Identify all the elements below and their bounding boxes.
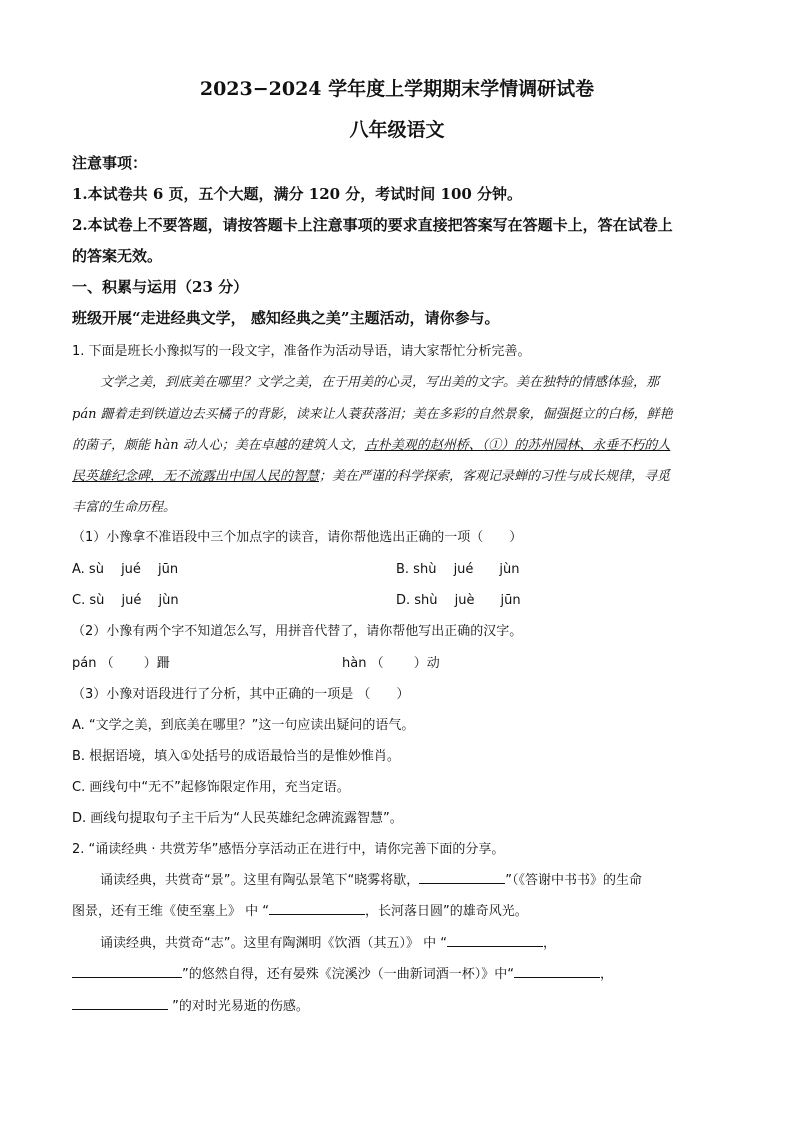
- q2-line-5: [72, 995, 722, 1014]
- q2-line-3-text-a: 诵读经典，共赏奇“志”。这里有陶渊明《饮酒（其五）》 中 “: [100, 936, 447, 951]
- q2-line-2: [72, 900, 722, 919]
- q1-sub3-prompt: （3）小豫对语段进行了分析，其中正确的一项是 （ ）: [72, 687, 410, 702]
- q1-prompt: 1. 下面是班长小豫拟写的一段文字，准备作为活动导语，请大家帮忙分析完善。: [72, 344, 531, 359]
- passage-line-3-text: 的菌子，颇能 hàn 动人心；美在卓越的建筑人文，: [72, 438, 365, 453]
- q2-line-1-text-b: ”（《答谢中书书》的生命: [505, 873, 642, 888]
- q2-prompt: 2. “诵读经典 · 共赏芳华”感悟分享活动正在进行中，请你完善下面的分享。: [72, 842, 505, 857]
- q2-line-3-text-b: ，: [542, 936, 556, 951]
- q1-sub1-prompt: （1）小豫拿不准语段中三个加点字的读音，请你帮他选出正确的一项（ ）: [72, 530, 523, 545]
- passage-line-5: 丰富的生命历程。: [72, 500, 177, 515]
- q1-sub1-option-c: C. sù jué jùn: [72, 593, 179, 608]
- answer-blank-2[interactable]: [269, 900, 365, 915]
- q1-sub1-option-a: A. sù jué jūn: [72, 562, 179, 577]
- q2-line-4-text-a: ”的悠然自得，还有晏殊《浣溪沙（一曲新词酒一杯）》中“: [182, 967, 514, 982]
- answer-blank-4[interactable]: [72, 963, 182, 978]
- q1-sub3-option-c: C. 画线句中“无不”起修饰限定作用，充当定语。: [72, 780, 350, 795]
- q2-line-2-text-a: 图景，还有王维《使至塞上》 中 “: [72, 904, 269, 919]
- section-1-heading: 一、积累与运用（23 分）: [72, 278, 249, 296]
- notes-heading: 注意事项：: [72, 154, 148, 172]
- passage-underline-1: 古朴美观的赵州桥、（①）的苏州园林、永垂不朽的人: [364, 438, 671, 453]
- passage-underline-2: 民英雄纪念碑，无不流露出中国人民的智慧: [72, 469, 320, 484]
- notes-item-1: 1.本试卷共 6 页，五个大题，满分 120 分，考试时间 100 分钟。: [72, 185, 523, 203]
- answer-blank-1[interactable]: [419, 869, 505, 884]
- q1-sub1-option-b: B. shù jué jùn: [396, 562, 520, 577]
- q1-sub3-option-a: A. “文学之美，到底美在哪里？”这一句应读出疑问的语气。: [72, 718, 415, 733]
- q2-line-2-text-b: ，长河落日圆”的雄奇风光。: [365, 904, 528, 919]
- q1-sub3-option-d: D. 画线句提取句子主干后为“人民英雄纪念碑流露智慧”。: [72, 811, 403, 826]
- q1-sub2-blank-b: hàn （ ）动: [342, 656, 440, 671]
- q1-sub2-blank-a: pán （ ）跚: [72, 656, 170, 671]
- q1-sub3-option-b: B. 根据语境，填入①处括号的成语最恰当的是惟妙惟肖。: [72, 749, 400, 764]
- notes-item-2a: 2.本试卷上不要答题，请按答题卡上注意事项的要求直接把答案写在答题卡上，答在试卷上: [72, 216, 673, 234]
- q2-line-4: [72, 963, 722, 982]
- section-1-intro: 班级开展“走进经典文学， 感知经典之美”主题活动，请你参与。: [72, 309, 500, 327]
- exam-subtitle: 八年级语文: [349, 119, 445, 141]
- q1-sub1-option-d: D. shù juè jūn: [396, 593, 521, 608]
- q2-line-1-text-a: 诵读经典，共赏奇“景”。这里有陶弘景笔下“晓雾将歇，: [100, 873, 420, 888]
- passage-line-4-text: ；美在严谨的科学探索，客观记录蝉的习性与成长规律，寻觅: [319, 469, 671, 484]
- passage-line-2: pán 跚着走到铁道边去买橘子的背影，读来让人蓑获落泪；美在多彩的自然景象，倔强挺立的白杨，鲜艳: [72, 407, 673, 422]
- answer-blank-5[interactable]: [514, 963, 600, 978]
- q2-line-4-text-b: ，: [599, 967, 613, 982]
- q2-line-5-text: ”的对时光易逝的伤感。: [168, 999, 309, 1014]
- q1-sub2-prompt: （2）小豫有两个字不知道怎么写，用拼音代替了，请你帮他写出正确的汉字。: [72, 624, 523, 639]
- passage-line-1: 文学之美，到底美在哪里？文学之美，在于用美的心灵，写出美的文字。美在独特的情感体验，那: [100, 375, 660, 390]
- notes-item-2b: 的答案无效。: [72, 247, 163, 265]
- q2-line-1: [100, 869, 722, 888]
- answer-blank-6[interactable]: [72, 995, 168, 1010]
- q2-line-3: [100, 932, 722, 951]
- passage-line-4: [72, 465, 722, 484]
- exam-title: 2023−2024 学年度上学期期末学情调研试卷: [199, 78, 595, 100]
- passage-line-3: [72, 434, 722, 453]
- answer-blank-3[interactable]: [447, 932, 543, 947]
